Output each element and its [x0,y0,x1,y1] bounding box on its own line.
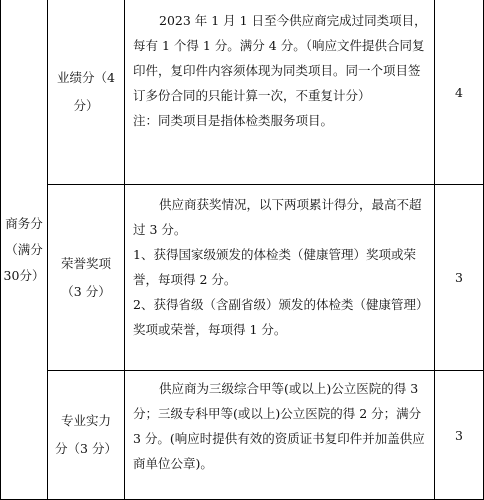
item-label: 业绩分（4 [57,70,115,85]
description-text: 供应商为三级综合甲等(或以上)公立医院的得 3 分；三级专科甲等(或以上)公立医院的得 2 分；满分 3 分。(响应时提供有效的资质证书复印件并加盖供应商单位公章)。 [133,381,425,471]
item-label: 荣誉奖项 [60,255,111,271]
score-cell-strength [435,371,483,499]
item-label: 分（3 分） [55,441,117,456]
item-cell-strength [48,371,124,499]
category-line: （满分 [5,241,43,257]
description-text: 2023 年 1 月 1 日至今供应商完成过同类项目，每有 1 个得 1 分。满分 4 分。（响应文件提供合同复印件，复印件内容须体现为同类项目。同一个项目签订多份合同的只能计算一次，不重复计分） [133,13,427,103]
score-value: 4 [455,84,463,100]
description-item: 2、获得省级（含副省级）颁发的体检类（健康管理）奖项或荣誉，每项得 1 分。 [133,297,423,337]
item-cell-performance [48,0,124,184]
score-cell-honors [435,185,483,370]
description-text: 供应商获奖情况，以下两项累计得分，最高不超过 3 分。 [133,197,422,237]
item-label: （3 分） [61,283,111,299]
description-cell-honors [125,192,434,342]
item-label: 分） [73,98,99,113]
category-line: 30分） [3,267,45,283]
item-cell-honors [48,185,124,370]
score-cell-performance [435,0,483,184]
description-cell-performance [125,8,434,133]
item-label: 专业实力 [60,413,111,428]
description-item: 1、获得国家级颁发的体检类（健康管理）奖项或荣誉，每项得 2 分。 [133,247,416,287]
category-cell [1,0,47,499]
score-value: 3 [455,427,463,443]
score-value: 3 [455,270,463,285]
description-cell-strength [125,376,434,476]
category-line: 商务分 [5,215,43,231]
description-note: 注：同类项目是指体检类服务项目。 [133,113,334,128]
